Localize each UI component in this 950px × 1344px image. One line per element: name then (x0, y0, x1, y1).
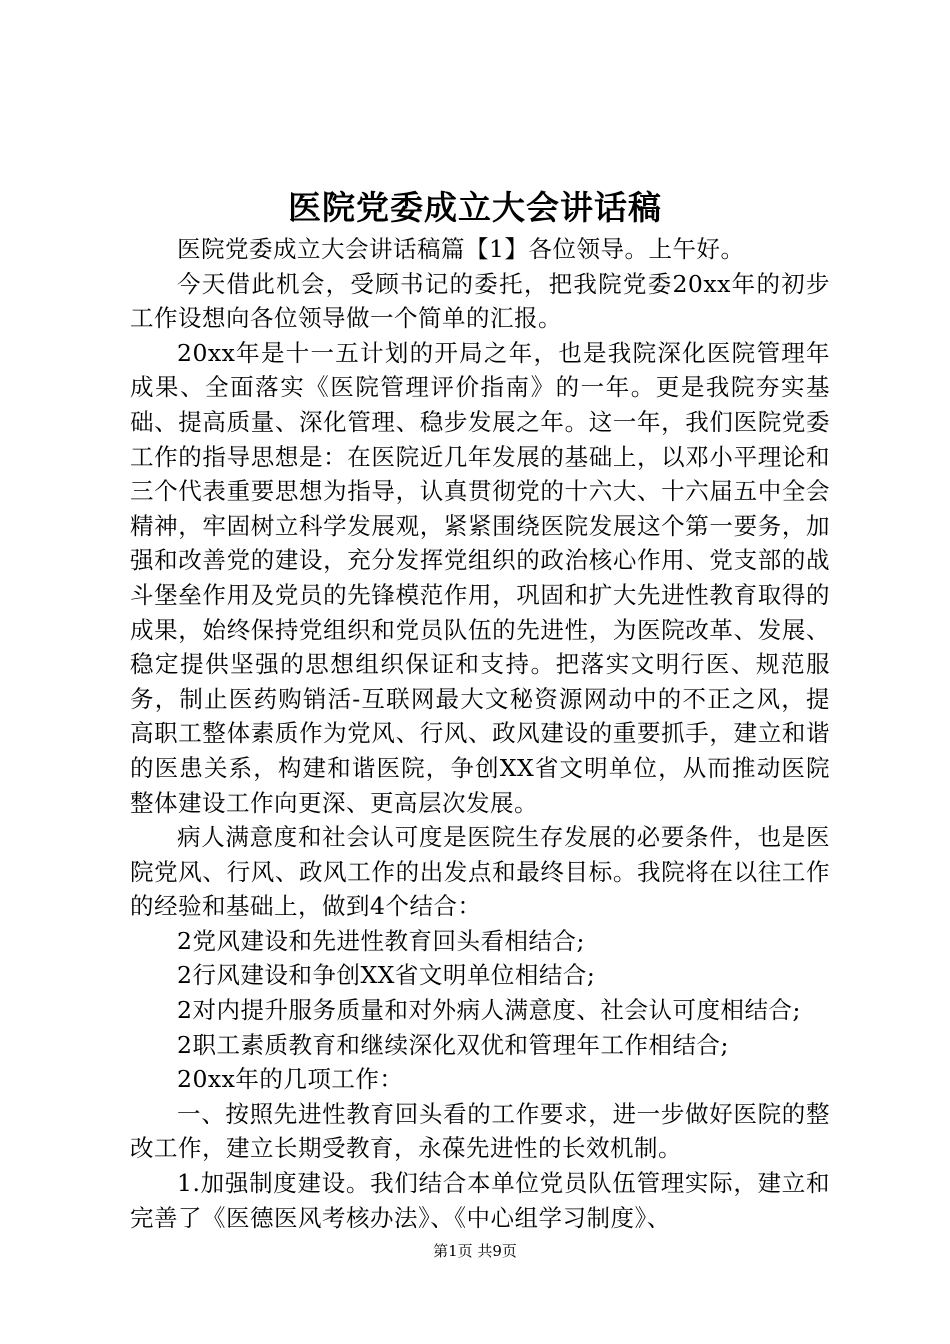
page-number: 第1页 共9页 (433, 1242, 517, 1260)
list-item: 2行风建设和争创XX省文明单位相结合; (177, 961, 596, 990)
paragraph: 20xx年的几项工作： (177, 1065, 404, 1094)
document-title: 医院党委成立大会讲话稿 (288, 188, 662, 227)
list-item: 2对内提升服务质量和对外病人满意度、社会认可度相结合; (177, 996, 801, 1025)
list-item: 2职工素质教育和继续深化双优和管理年工作相结合; (177, 1030, 729, 1059)
paragraph: 20xx年是十一五计划的开局之年，也是我院深化医院管理年成果、全面落实《医院管理评价指南》的一年。更是我院夯实基础、提高质量、深化管理、稳步发展之年。这一年，我们医院党委工作的指导思想是：在医院近几年发展的基础上，以邓小平理论和三个代表重要思想为指导，认真贯彻党的十六大、十六届五中全会精神，牢固树立科学发展观，紧紧围绕医院发展这个第一要务，加强和改善党的建设，充分发挥党组织的政治核心作用、党支部的战斗堡垒作用及党员的先锋模范作用，巩固和扩大先进性教育取得的成果，始终保持党组织和党员队伍的先进性，为医院改革、发展、稳定提供坚强的思想组织保证和支持。把落实文明行医、规范服务，制止医药购销活-互联网最大文秘资源网动中的不正之风，提高职工整体素质作为党风、行风、政风建设的重要抓手，建立和谐的医患关系，构建和谐医院，争创XX省文明单位，从而推动医院整体建设工作向更深、更高层次发展。 (130, 338, 830, 817)
paragraph: 病人满意度和社会认可度是医院生存发展的必要条件，也是医院党风、行风、政风工作的出发点和最终目标。我院将在以往工作的经验和基础上，做到4个结合： (130, 823, 830, 921)
paragraph: 1.加强制度建设。我们结合本单位党员队伍管理实际，建立和完善了《医德医风考核办法》、《中心组学习制度》、 (130, 1169, 830, 1232)
section-heading: 一、按照先进性教育回头看的工作要求，进一步做好医院的整改工作，建立长期受教育，永葆先进性的长效机制。 (130, 1099, 830, 1163)
paragraph: 今天借此机会，受顾书记的委托，把我院党委20xx年的初步工作设想向各位领导做一个简单的汇报。 (130, 269, 830, 333)
paragraph: 医院党委成立大会讲话稿篇【1】各位领导。上午好。 (177, 235, 745, 263)
list-item: 2党风建设和先进性教育回头看相结合; (177, 926, 585, 955)
document-body (130, 232, 830, 1235)
